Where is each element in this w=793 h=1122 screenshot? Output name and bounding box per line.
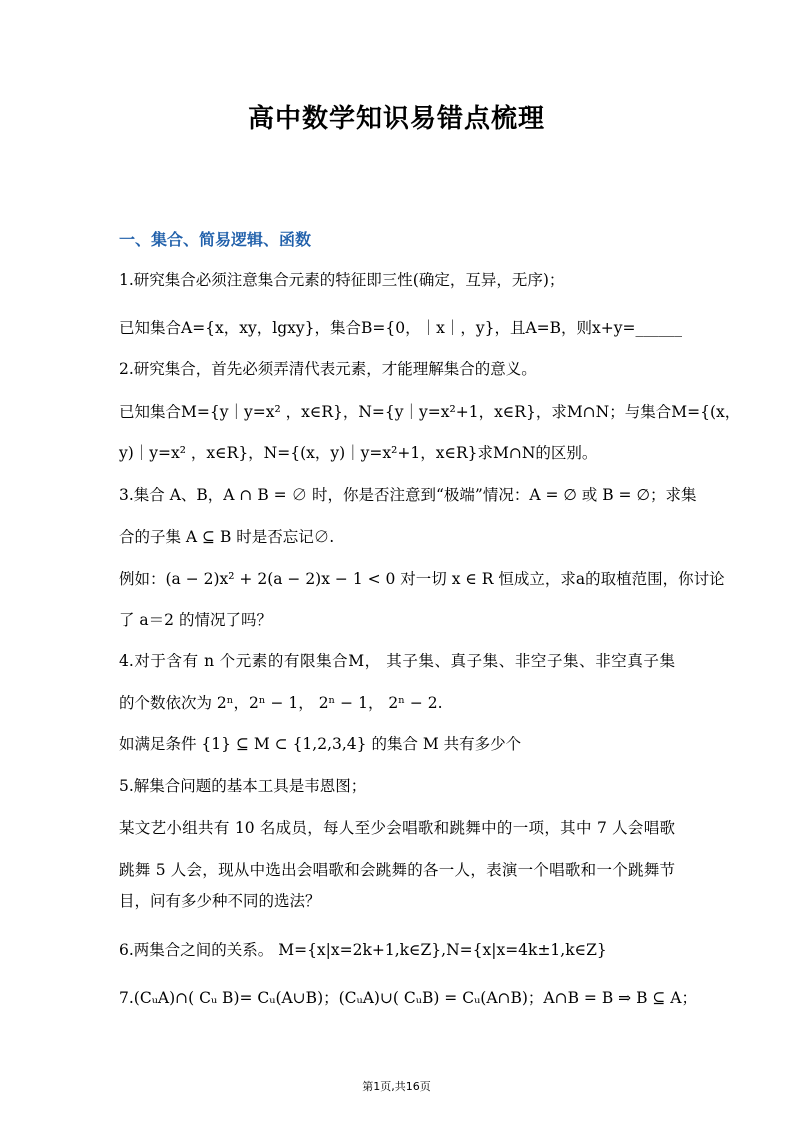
text-line: 已知集合A={x，xy，lgxy}，集合B={0，｜x｜，y}，且A=B，则x+y=______	[119, 319, 683, 337]
page-footer: 第1页,共16页	[362, 1080, 431, 1093]
text-line: 了 a＝2 的情况了吗？	[119, 611, 272, 629]
text-line: 已知集合M={y｜y=x² ，x∈R}，N={y｜y=x²+1，x∈R}，求M∩N；与集合M={(x，	[119, 403, 741, 421]
text-line: 例如：(a − 2)x² + 2(a − 2)x − 1 < 0 对一切 x ∈ R 恒成立，求a的取植范围，你讨论	[119, 570, 725, 588]
text-line: 7.(CᵤA)∩( Cᵤ B)= Cᵤ(A∪B)；(CᵤA)∪( CᵤB) = Cᵤ(A∩B)；A∩B = B ⇒ B ⊆ A；	[119, 989, 698, 1007]
section-heading: 一、集合、简易逻辑、函数	[119, 230, 312, 249]
text-line: 某文艺小组共有 10 名成员，每人至少会唱歌和跳舞中的一项，其中 7 人会唱歌	[119, 819, 675, 837]
text-line: 2.研究集合，首先必须弄清代表元素，才能理解集合的意义。	[119, 360, 537, 378]
text-line: 的个数依次为 2ⁿ，2ⁿ − 1， 2ⁿ − 1， 2ⁿ − 2.	[119, 694, 443, 712]
text-line: 4.对于含有 n 个元素的有限集合M， 其子集、真子集、非空子集、非空真子集	[119, 652, 675, 670]
text-line: 合的子集 A ⊆ B 时是否忘记∅.	[119, 528, 335, 546]
text-line: 1.研究集合必须注意集合元素的特征即三性(确定，互异，无序)；	[119, 271, 565, 289]
text-line: 如满足条件 {1} ⊆ M ⊂ {1,2,3,4} 的集合 M 共有多少个	[119, 735, 522, 753]
text-line: 目，问有多少种不同的选法？	[119, 892, 321, 910]
text-line: 3.集合 A、B，A ∩ B = ∅ 时，你是否注意到“极端”情况：A = ∅ 或 B = ∅；求集	[119, 486, 697, 504]
text-line: 跳舞 5 人会，现从中选出会唱歌和会跳舞的各一人，表演一个唱歌和一个跳舞节	[119, 861, 675, 879]
text-line: y)｜y=x² ，x∈R}，N={(x，y)｜y=x²+1，x∈R}求M∩N的区别。	[119, 444, 598, 462]
text-line: 5.解集合问题的基本工具是韦恩图；	[119, 777, 367, 795]
text-line: 6.两集合之间的关系。 M={x|x=2k+1,k∈Z},N={x|x=4k±1,k∈Z}	[119, 941, 607, 959]
page-title: 高中数学知识易错点梳理	[247, 104, 545, 134]
